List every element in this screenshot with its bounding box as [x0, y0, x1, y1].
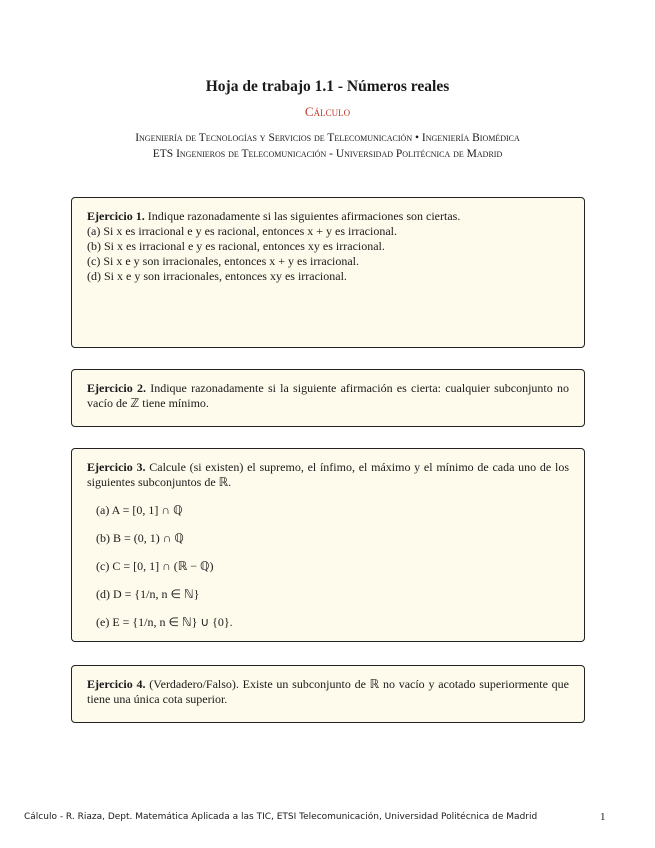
exercise-3-item-d: (d) D = {1/n, n ∈ ℕ} [96, 587, 200, 601]
exercise-4-text: (Verdadero/Falso). Existe un subconjunto de ℝ no vacío y acotado superiormente que tiene una única cota superior. [87, 677, 569, 706]
page-header [0, 78, 655, 162]
exercise-4-statement [87, 677, 569, 707]
footer-text: Cálculo - R. Riaza, Dept. Matemática Aplicada a las TIC, ETSI Telecomunicación, Universidad Politécnica de Madrid [24, 812, 538, 822]
exercise-1-item-b: (b) Si x es irracional e y es racional, entonces xy es irracional. [87, 239, 385, 253]
exercise-4-box [71, 665, 585, 723]
exercise-1-item-d: (d) Si x e y son irracionales, entonces xy es irracional. [87, 269, 347, 283]
exercise-2-box [71, 369, 585, 427]
exercise-2-text: Indique razonadamente si la siguiente afirmación es cierta: cualquier subconjunto no vacío de ℤ tiene mínimo. [87, 381, 569, 410]
exercise-1-label: Ejercicio 1. [87, 209, 145, 223]
exercise-3-item-c: (c) C = [0, 1] ∩ (ℝ − ℚ) [96, 559, 214, 573]
institution-line-1: Ingeniería de Tecnologías y Servicios de Telecomunicación • Ingeniería Biomédica [135, 132, 520, 144]
subject-name: Cálculo [304, 104, 351, 119]
exercise-1-box [71, 197, 585, 348]
exercise-3-box [71, 448, 585, 642]
exercise-3-statement [87, 460, 569, 490]
exercise-3-item-a: (a) A = [0, 1] ∩ ℚ [96, 503, 183, 517]
exercise-1-statement [87, 209, 569, 224]
institution-block [0, 130, 655, 162]
exercise-3-text: Calcule (si existen) el supremo, el ínfimo, el máximo y el mínimo de cada uno de los siguientes subconjuntos de ℝ. [87, 460, 569, 489]
page-title: Hoja de trabajo 1.1 - Números reales [205, 78, 450, 95]
page-number: 1 [600, 811, 606, 823]
exercise-3-label: Ejercicio 3. [87, 460, 146, 474]
exercise-2-label: Ejercicio 2. [87, 381, 146, 395]
exercise-2-statement [87, 381, 569, 411]
exercise-1-item-c: (c) Si x e y son irracionales, entonces x + y es irracional. [87, 254, 360, 268]
exercise-1-item-a: (a) Si x es irracional e y es racional, entonces x + y es irracional. [87, 224, 397, 238]
exercise-4-label: Ejercicio 4. [87, 677, 146, 691]
exercise-3-item-e: (e) E = {1/n, n ∈ ℕ} ∪ {0}. [96, 615, 233, 629]
exercise-1-text: Indique razonadamente si las siguientes afirmaciones son ciertas. [147, 209, 461, 223]
exercise-3-item-b: (b) B = (0, 1) ∩ ℚ [96, 531, 184, 545]
institution-line-2: ETS Ingenieros de Telecomunicación - Universidad Politécnica de Madrid [152, 148, 503, 160]
